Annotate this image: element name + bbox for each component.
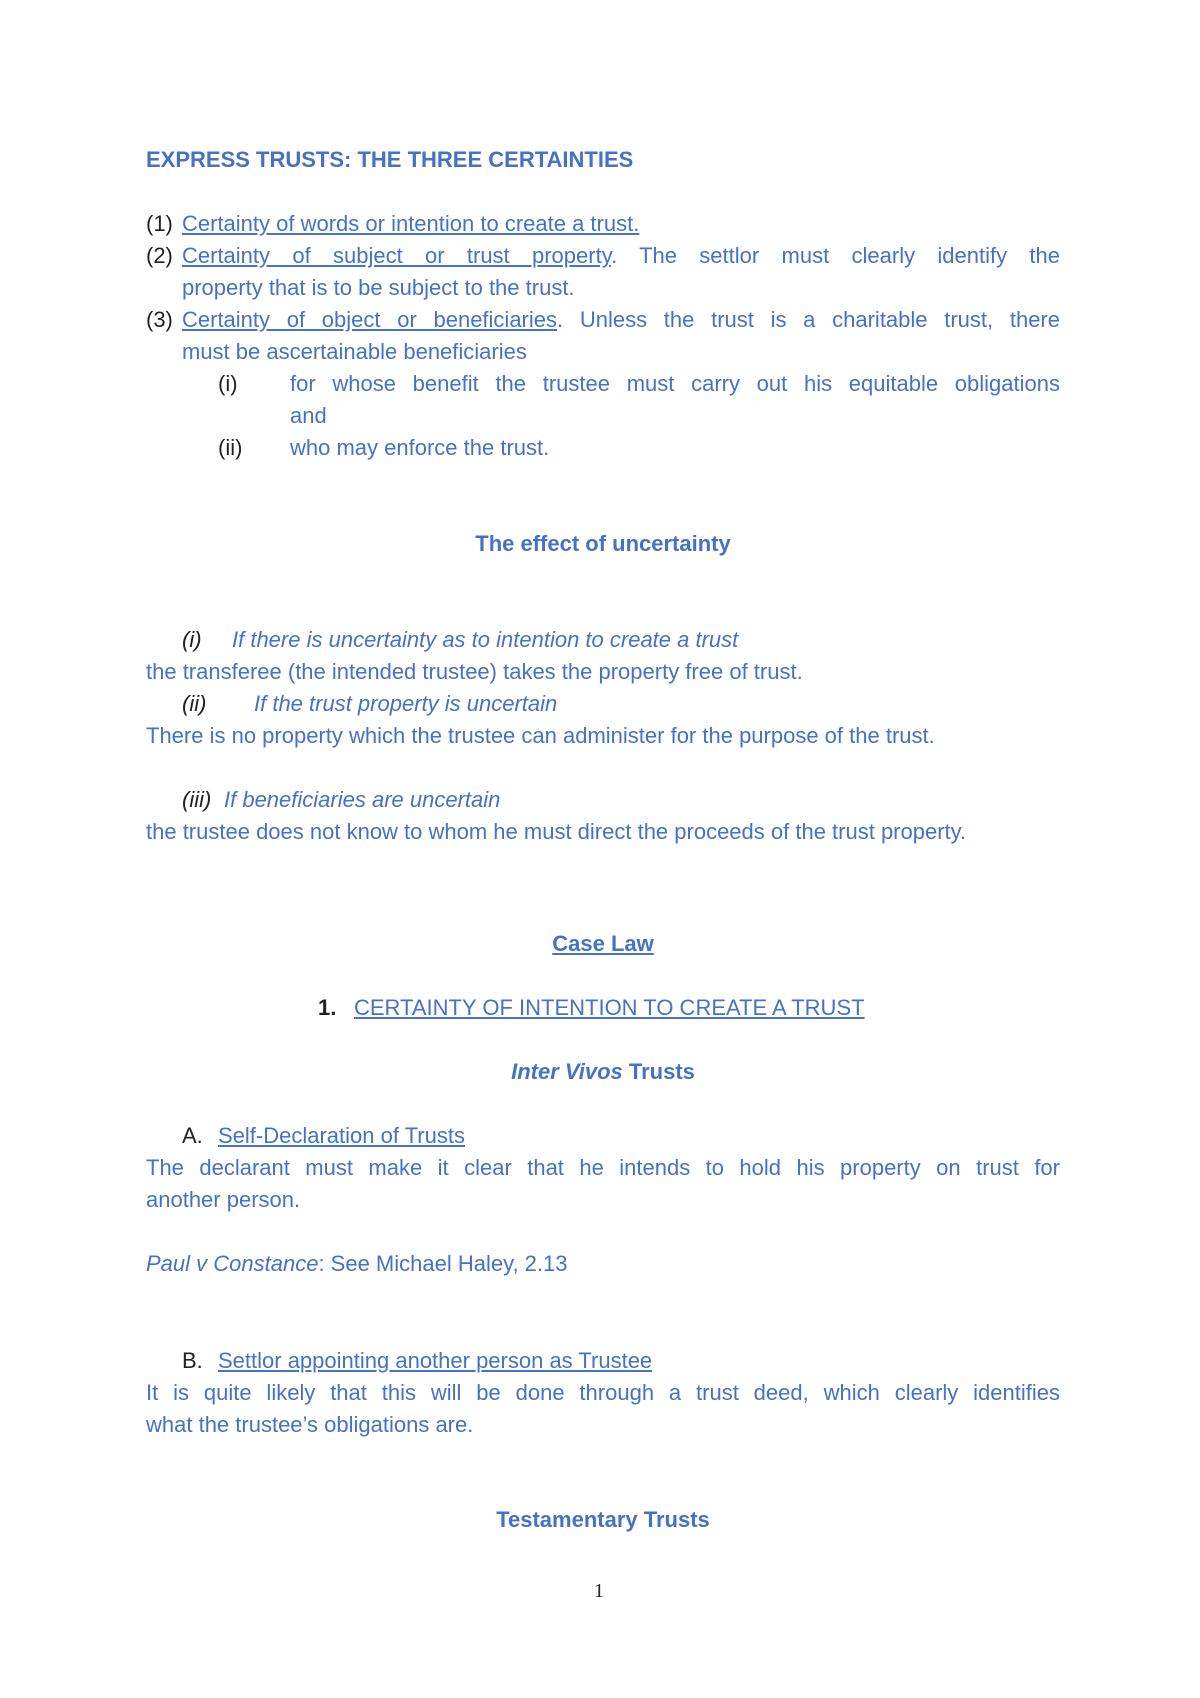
sub-item-1-text: for whose benefit the trustee must carry out his equitable obligations bbox=[290, 371, 1060, 396]
inter-vivos-heading bbox=[146, 1056, 1060, 1088]
page-number: 1 bbox=[594, 1580, 604, 1602]
effect-3-number: (iii) bbox=[182, 787, 212, 812]
effect-1-result: the transferee (the intended trustee) takes the property free of trust. bbox=[146, 659, 803, 684]
effect-2-number: (ii) bbox=[182, 691, 207, 716]
certainty-3-heading: Certainty of object or beneficiaries bbox=[182, 307, 558, 332]
effect-3-result: the trustee does not know to whom he must direct the proceeds of the trust property. bbox=[146, 819, 967, 844]
sub-item-2-number: (ii) bbox=[218, 435, 243, 460]
certainty-3-number: (3) bbox=[146, 307, 173, 332]
certainty-3-continuation: must be ascertainable beneficiaries bbox=[182, 339, 527, 364]
certainty-1-heading: Certainty of words or intention to create a trust. bbox=[182, 211, 640, 236]
certainty-3-text: . Unless the trust is a charitable trust, there bbox=[557, 307, 1060, 332]
inter-vivos-italic: Inter Vivos bbox=[511, 1059, 623, 1084]
certainty-3-line bbox=[182, 304, 1060, 336]
effect-2-result: There is no property which the trustee can administer for the purpose of the trust. bbox=[146, 723, 935, 748]
certainty-1-number: (1) bbox=[146, 211, 173, 236]
part-a-title: Self-Declaration of Trusts bbox=[218, 1123, 465, 1148]
inter-vivos-rest: Trusts bbox=[622, 1059, 695, 1084]
part-b-text-line2: what the trustee’s obligations are. bbox=[146, 1412, 474, 1437]
part-a-text-line1: The declarant must make it clear that he intends to hold his property on trust for bbox=[146, 1155, 1060, 1180]
case-law-heading: Case Law bbox=[552, 931, 654, 956]
certainty-2-number: (2) bbox=[146, 243, 173, 268]
certainty-2-continuation: property that is to be subject to the trust. bbox=[182, 275, 575, 300]
part-b-letter: B. bbox=[182, 1348, 203, 1373]
case-reference bbox=[146, 1248, 568, 1280]
case-name: Paul v Constance bbox=[146, 1251, 319, 1276]
effect-1-number: (i) bbox=[182, 627, 202, 652]
section-1-title: CERTAINTY OF INTENTION TO CREATE A TRUST bbox=[354, 995, 865, 1020]
effect-2-condition: If the trust property is uncertain bbox=[254, 691, 558, 716]
part-a-letter: A. bbox=[182, 1123, 203, 1148]
certainty-2-text: . The settlor must clearly identify the bbox=[611, 243, 1060, 268]
effect-3-condition: If beneficiaries are uncertain bbox=[224, 787, 501, 812]
certainty-2-heading: Certainty of subject or trust property bbox=[182, 243, 612, 268]
effect-heading: The effect of uncertainty bbox=[475, 531, 731, 556]
part-b-text-line1: It is quite likely that this will be done through a trust deed, which clearly identifies bbox=[146, 1380, 1060, 1405]
certainty-2-line bbox=[182, 240, 1060, 272]
sub-item-1-continuation: and bbox=[290, 403, 327, 428]
part-a-text-line2: another person. bbox=[146, 1187, 301, 1212]
testamentary-heading: Testamentary Trusts bbox=[496, 1507, 710, 1532]
section-1-number: 1. bbox=[318, 995, 337, 1020]
part-b-title: Settlor appointing another person as Trustee bbox=[218, 1348, 653, 1373]
effect-1-condition: If there is uncertainty as to intention to create a trust bbox=[232, 627, 739, 652]
sub-item-2-text: who may enforce the trust. bbox=[290, 435, 550, 460]
case-citation: : See Michael Haley, 2.13 bbox=[318, 1251, 568, 1276]
sub-item-1-number: (i) bbox=[218, 371, 238, 396]
page-title: EXPRESS TRUSTS: THE THREE CERTAINTIES bbox=[146, 147, 634, 172]
